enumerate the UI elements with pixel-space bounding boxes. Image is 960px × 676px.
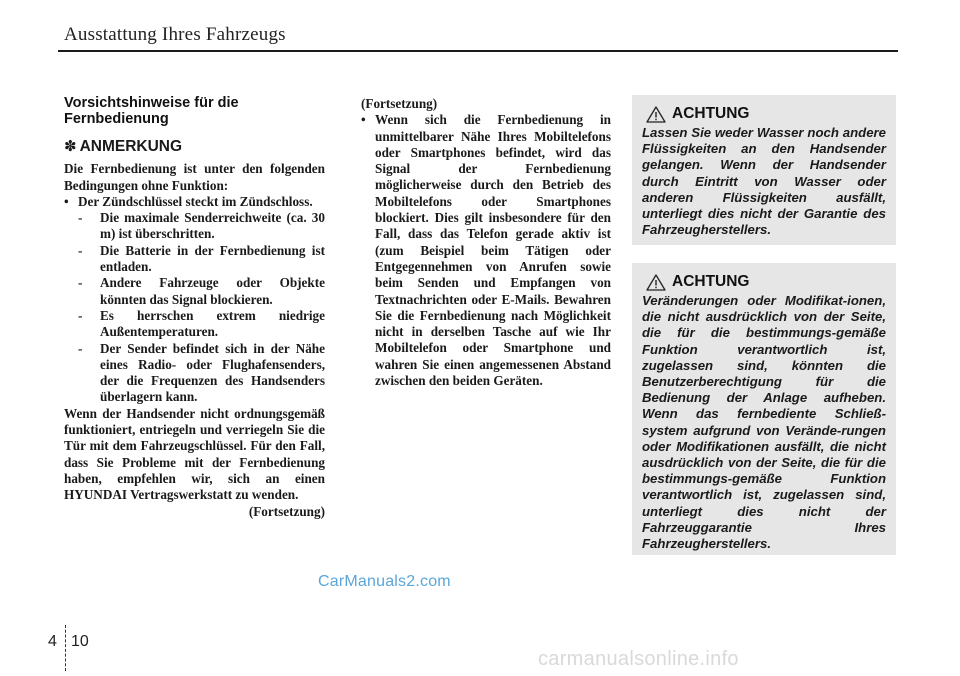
note-heading [64,139,325,155]
warning-triangle-icon [646,106,666,123]
warning-text: Veränderungen oder Modifikat-ionen, die nicht ausdrücklich von der Seite, die für die bestimmungs-gemäße Funktion verantwortlich ist, zugelassen sind, könnten die Benutzerberechtigung für die Bedienung der Anlage aufheben. Wenn das fernbediente Schließ-system aufgrund von Verände-rungen oder Modifikationen ausfällt, die nicht ausdrücklich von der Seite, die für die bestimmungs-gemäße Funktion verantwortlich ist, zugelassen sind, unterliegt dies nicht der Fahrzeuggarantie Ihres Fahrzeugherstellers. [642,293,886,552]
dash-item [64,308,325,341]
bullet-mark: • [64,193,69,209]
continued-label: (Fortsetzung) [248,503,325,519]
dash-text: Der Sender befindet sich in der Nähe eines Radio- oder Flughafensenders, der die Frequenzen des Handsenders überlagern kann. [100,340,325,405]
dash-mark: - [78,210,83,226]
asterisk-icon: ✽ [64,138,77,155]
dash-mark: - [78,275,83,291]
warning-heading [646,105,896,123]
warning-box [632,95,896,245]
warning-box [632,263,896,555]
bullet-mark: • [361,112,366,128]
dash-mark: - [78,340,83,356]
section-title: Vorsichtshinweise für die Fernbedienung [64,95,239,127]
dash-text: Die Batterie in der Fernbedienung ist entladen. [100,242,325,275]
watermark-link[interactable]: CarManuals2.com [318,573,451,590]
dash-item [64,243,325,276]
intro-paragraph: Die Fernbedienung ist unter den folgenden Bedingungen ohne Funktion: [64,161,325,193]
dash-text: Es herrschen extrem niedrige Außentemperaturen. [100,307,325,340]
dash-mark: - [78,242,83,258]
note-label: ANMERKUNG [79,138,183,155]
left-column [64,95,325,520]
dash-mark: - [78,307,83,323]
middle-column [361,96,611,389]
warning-label: ACHTUNG [672,105,750,122]
bullet-item [361,112,611,389]
warning-text: Lassen Sie weder Wasser noch andere Flüssigkeiten an den Handsender gelangen. Wenn der Handsender durch Eintritt von Wasser oder anderen Flüssigkeiten ausfällt, unterliegt dies nicht der Garantie des Fahrzeugherstellers. [642,125,886,238]
dash-item [64,210,325,243]
dash-item [64,341,325,406]
source-watermark: carmanualsonline.info [538,648,739,670]
continued-label: (Fortsetzung) [361,96,438,111]
warning-label: ACHTUNG [672,273,750,290]
closing-paragraph: Wenn der Handsender nicht ordnungsgemäß funktioniert, entriegeln und verriegeln Sie die Tür mit dem Fahrzeugschlüssel. Für den Fall, dass Sie Probleme mit der Fernbedienung haben, empfehlen wir, sich an einen HYUNDAI Vertragswerkstatt zu wenden. [64,405,325,503]
header-rule [58,50,898,52]
bullet-text: Der Zündschlüssel steckt im Zündschloss. [78,193,313,209]
warning-heading [646,273,896,291]
dash-text: Die maximale Senderreichweite (ca. 30 m) ist überschritten. [100,210,325,242]
bullet-item [64,194,325,210]
chapter-number: 4 [48,633,57,650]
warning-triangle-icon [646,274,666,291]
dash-item [64,275,325,308]
page-number: 10 [71,633,89,650]
footer-divider [65,625,66,671]
bullet-text: Wenn sich die Fernbedienung in unmittelbarer Nähe Ihres Mobiltelefons oder Smartphones befindet, wird das Signal der Fernbedienung möglicherweise durch den Betrieb des Mobiltelefons oder Smartphones blockiert. Dies gilt insbesondere für den Fall, dass das Telefon gerade aktiv ist (zum Beispiel beim Tätigen oder Entgegennehmen von Anrufen sowie beim Senden und Empfangen von Textnachrichten oder E-Mails. Bewahren Sie die Fernbedienung nach Möglichkeit nicht in derselben Tasche auf wie Ihr Mobiltelefon oder Smartphone und wahren Sie einen angemessenen Abstand zwischen den beiden Geräten. [375,112,611,389]
dash-text: Andere Fahrzeuge oder Objekte könnten das Signal blockieren. [100,275,325,307]
page-header-title: Ausstattung Ihres Fahrzeugs [64,24,286,45]
